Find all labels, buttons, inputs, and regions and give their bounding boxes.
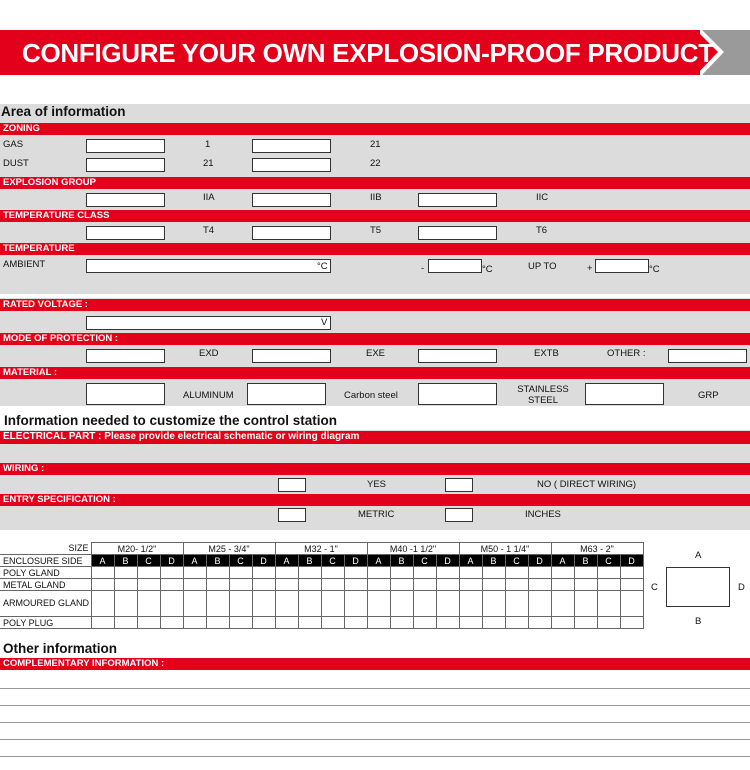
min-temp-input[interactable]: [428, 259, 482, 273]
gland-cell[interactable]: [459, 579, 482, 591]
protection-bar: MODE OF PROTECTION :: [0, 333, 750, 345]
material-grp-checkbox[interactable]: [585, 383, 664, 405]
gland-cell[interactable]: [574, 591, 597, 617]
gland-cell[interactable]: [229, 617, 252, 629]
page-title: CONFIGURE YOUR OWN EXPLOSION-PROOF PRODUCT: [22, 38, 714, 68]
gland-cell[interactable]: [137, 579, 160, 591]
gland-table: [0, 542, 644, 629]
group-opt-iib: IIB: [370, 192, 382, 203]
side-a-label: A: [695, 550, 702, 561]
gland-cell[interactable]: [206, 567, 229, 579]
gland-cell[interactable]: [459, 567, 482, 579]
gland-cell[interactable]: [114, 567, 137, 579]
gland-cell[interactable]: [620, 567, 643, 579]
gland-cell[interactable]: [597, 617, 620, 629]
gland-cell[interactable]: [321, 591, 344, 617]
section-title-control: Information needed to customize the control station: [4, 413, 338, 428]
gland-cell[interactable]: [413, 591, 436, 617]
enclosure-side-header: A: [459, 555, 482, 567]
gland-cell[interactable]: [321, 617, 344, 629]
gland-cell[interactable]: [298, 567, 321, 579]
enclosure-side-header: C: [413, 555, 436, 567]
protection-exd-checkbox[interactable]: [86, 349, 165, 363]
gland-cell[interactable]: [229, 579, 252, 591]
size-header: M40 -1 1/2": [367, 543, 459, 555]
gland-cell[interactable]: [275, 567, 298, 579]
gland-cell[interactable]: [252, 579, 275, 591]
gland-cell[interactable]: [436, 617, 459, 629]
enclosure-side-header: D: [528, 555, 551, 567]
gland-cell[interactable]: [321, 579, 344, 591]
gland-cell[interactable]: [160, 617, 183, 629]
gland-cell[interactable]: [344, 579, 367, 591]
enclosure-side-header: C: [137, 555, 160, 567]
gland-cell[interactable]: [413, 617, 436, 629]
enclosure-side-header: B: [390, 555, 413, 567]
class-opt-t5: T5: [370, 225, 382, 236]
gland-cell[interactable]: [252, 591, 275, 617]
enclosure-side-header: D: [344, 555, 367, 567]
enclosure-side-header: A: [551, 555, 574, 567]
gland-cell[interactable]: [505, 567, 528, 579]
gland-cell[interactable]: [482, 567, 505, 579]
gland-cell[interactable]: [252, 617, 275, 629]
gland-cell[interactable]: [436, 591, 459, 617]
enclosure-side-header: D: [436, 555, 459, 567]
gland-cell[interactable]: [574, 617, 597, 629]
gland-cell[interactable]: [505, 579, 528, 591]
gland-cell[interactable]: [298, 579, 321, 591]
gland-cell[interactable]: [620, 617, 643, 629]
gland-cell[interactable]: [528, 591, 551, 617]
enclosure-side-header: A: [183, 555, 206, 567]
max-temp-input[interactable]: [595, 259, 649, 273]
enclosure-side-header: B: [298, 555, 321, 567]
gas-opt-2: 21: [370, 139, 381, 150]
dust-zone22-checkbox[interactable]: [252, 158, 331, 172]
class-t6-checkbox[interactable]: [418, 226, 497, 240]
rated-voltage-bar: RATED VOLTAGE :: [0, 299, 750, 311]
size-header: M50 - 1 1/4": [459, 543, 551, 555]
gland-cell[interactable]: [344, 591, 367, 617]
enclosure-side-header: C: [321, 555, 344, 567]
row-label-poly-plug: POLY PLUG: [0, 617, 91, 629]
gland-cell[interactable]: [206, 579, 229, 591]
gland-cell[interactable]: [505, 617, 528, 629]
class-opt-t4: T4: [203, 225, 215, 236]
gland-cell[interactable]: [528, 579, 551, 591]
ambient-label: AMBIENT: [3, 259, 46, 270]
protection-opt-exe: EXE: [366, 348, 386, 359]
material-opt-stainless: STAINLESS: [517, 384, 569, 395]
max-sign: +: [587, 263, 593, 274]
gland-cell[interactable]: [114, 579, 137, 591]
class-opt-t6: T6: [536, 225, 548, 236]
protection-extb-checkbox[interactable]: [418, 349, 497, 363]
size-header: M32 - 1": [275, 543, 367, 555]
dust-opt-2: 22: [370, 158, 381, 169]
group-opt-iia: IIA: [203, 192, 215, 203]
gland-cell[interactable]: [344, 567, 367, 579]
protection-exe-checkbox[interactable]: [252, 349, 331, 363]
gland-cell[interactable]: [367, 567, 390, 579]
temperature-class-bar: TEMPERATURE CLASS: [0, 210, 750, 222]
row-label-poly-gland: POLY GLAND: [0, 567, 91, 579]
enclosure-side-header: A: [367, 555, 390, 567]
row-label-metal-gland: METAL GLAND: [0, 579, 91, 591]
gland-cell[interactable]: [551, 591, 574, 617]
protection-other-label: OTHER :: [607, 348, 646, 359]
entry-inches-label: INCHES: [525, 509, 561, 520]
gland-cell[interactable]: [137, 567, 160, 579]
enclosure-side-header: D: [620, 555, 643, 567]
gland-cell[interactable]: [321, 567, 344, 579]
side-c-label: C: [651, 582, 658, 593]
gland-cell[interactable]: [528, 567, 551, 579]
gland-cell[interactable]: [574, 579, 597, 591]
entry-metric-checkbox[interactable]: [278, 508, 306, 522]
gland-cell[interactable]: [252, 567, 275, 579]
gland-cell[interactable]: [91, 567, 114, 579]
enclosure-side-header: D: [160, 555, 183, 567]
material-bar: MATERIAL :: [0, 367, 750, 379]
gland-cell[interactable]: [459, 591, 482, 617]
section-title-area: Area of information: [1, 104, 126, 119]
dust-zone21-checkbox[interactable]: [86, 158, 165, 172]
enclosure-side-header: D: [252, 555, 275, 567]
entry-inches-checkbox[interactable]: [445, 508, 473, 522]
wiring-no-label: NO ( DIRECT WIRING): [537, 479, 637, 490]
protection-opt-exd: EXD: [199, 348, 219, 359]
gland-cell[interactable]: [528, 617, 551, 629]
gland-cell[interactable]: [91, 579, 114, 591]
gland-cell[interactable]: [597, 579, 620, 591]
side-b-label: B: [695, 616, 702, 627]
group-iib-checkbox[interactable]: [252, 193, 331, 207]
enclosure-side-header: C: [229, 555, 252, 567]
gland-cell[interactable]: [551, 617, 574, 629]
group-iia-checkbox[interactable]: [86, 193, 165, 207]
material-opt-aluminum: ALUMINUM: [183, 390, 234, 401]
enclosure-side-header: C: [505, 555, 528, 567]
electrical-bar: ELECTRICAL PART : Please provide electrical schematic or wiring diagram: [0, 431, 750, 444]
gland-cell[interactable]: [367, 617, 390, 629]
gland-cell[interactable]: [482, 579, 505, 591]
voltage-input[interactable]: [86, 316, 331, 330]
max-temp-unit: °C: [649, 264, 660, 275]
material-opt-steel: STEEL: [527, 395, 559, 406]
gland-cell[interactable]: [229, 567, 252, 579]
voltage-unit: V: [321, 317, 328, 328]
gland-cell[interactable]: [137, 617, 160, 629]
answer-line[interactable]: [0, 756, 750, 757]
gland-cell[interactable]: [344, 617, 367, 629]
gland-cell[interactable]: [160, 567, 183, 579]
material-aluminum-checkbox[interactable]: [86, 383, 165, 405]
gland-cell[interactable]: [390, 567, 413, 579]
gland-cell[interactable]: [183, 579, 206, 591]
gland-cell[interactable]: [137, 591, 160, 617]
dust-label: DUST: [3, 158, 29, 169]
enclosure-side-header: C: [597, 555, 620, 567]
enclosure-side-header: A: [91, 555, 114, 567]
explosion-group-bar: EXPLOSION GROUP: [0, 177, 750, 189]
enclosure-side-header: A: [275, 555, 298, 567]
material-carbon-checkbox[interactable]: [247, 383, 326, 405]
gas-zone1-checkbox[interactable]: [86, 139, 165, 153]
enclosure-side-header: B: [482, 555, 505, 567]
gland-cell[interactable]: [183, 617, 206, 629]
enclosure-side-header: B: [574, 555, 597, 567]
gland-cell[interactable]: [367, 591, 390, 617]
enclosure-side-header: B: [206, 555, 229, 567]
answer-line[interactable]: [0, 705, 750, 706]
gas-label: GAS: [3, 139, 24, 150]
gland-cell[interactable]: [183, 567, 206, 579]
gland-cell[interactable]: [620, 591, 643, 617]
temperature-bar: TEMPERATURE: [0, 243, 750, 255]
entry-metric-label: METRIC: [358, 509, 395, 520]
gland-cell[interactable]: [436, 579, 459, 591]
size-header: M20- 1/2": [91, 543, 183, 555]
gland-cell[interactable]: [275, 591, 298, 617]
gland-cell[interactable]: [413, 567, 436, 579]
size-header: M25 - 3/4": [183, 543, 275, 555]
wiring-no-checkbox[interactable]: [445, 478, 473, 492]
gland-cell[interactable]: [436, 567, 459, 579]
enclosure-side-label: ENCLOSURE SIDE: [0, 555, 91, 567]
gland-cell[interactable]: [574, 567, 597, 579]
side-d-label: D: [738, 582, 745, 593]
material-opt-carbon: Carbon steel: [344, 390, 398, 401]
complementary-bar: COMPLEMENTARY INFORMATION :: [0, 658, 750, 670]
class-t5-checkbox[interactable]: [252, 226, 331, 240]
gland-cell[interactable]: [597, 591, 620, 617]
gland-cell[interactable]: [459, 617, 482, 629]
gland-cell[interactable]: [505, 591, 528, 617]
min-temp-unit: °C: [482, 264, 493, 275]
gland-cell[interactable]: [390, 617, 413, 629]
gland-cell[interactable]: [551, 567, 574, 579]
gland-cell[interactable]: [206, 591, 229, 617]
gland-cell[interactable]: [275, 579, 298, 591]
row-label-armoured-gland: ARMOURED GLAND: [0, 591, 91, 617]
gland-cell[interactable]: [206, 617, 229, 629]
gland-cell[interactable]: [183, 591, 206, 617]
enclosure-side-header: B: [114, 555, 137, 567]
gas-zone21-checkbox[interactable]: [252, 139, 331, 153]
group-iic-checkbox[interactable]: [418, 193, 497, 207]
dust-opt-1: 21: [203, 158, 214, 169]
up-to-label: UP TO: [528, 261, 557, 272]
wiring-yes-label: YES: [367, 479, 387, 490]
size-header: M63 - 2": [551, 543, 643, 555]
gland-cell[interactable]: [390, 591, 413, 617]
protection-other-input[interactable]: [668, 349, 747, 363]
ambient-unit: °C: [317, 261, 328, 272]
wiring-bar: WIRING :: [0, 463, 750, 475]
material-opt-grp: GRP: [698, 390, 719, 401]
size-label: SIZE: [68, 543, 89, 554]
gas-opt-1: 1: [205, 139, 211, 150]
gland-cell[interactable]: [482, 591, 505, 617]
gland-cell[interactable]: [91, 617, 114, 629]
group-opt-iic: IIC: [536, 192, 549, 203]
gland-cell[interactable]: [298, 617, 321, 629]
gland-cell[interactable]: [597, 567, 620, 579]
gland-cell[interactable]: [114, 591, 137, 617]
answer-line[interactable]: [0, 688, 750, 689]
gland-cell[interactable]: [229, 591, 252, 617]
gland-cell[interactable]: [91, 591, 114, 617]
wiring-yes-checkbox[interactable]: [278, 478, 306, 492]
answer-line[interactable]: [0, 722, 750, 723]
answer-line[interactable]: [0, 739, 750, 740]
material-stainless-checkbox[interactable]: [418, 383, 497, 405]
enclosure-diagram: [666, 567, 730, 607]
gland-cell[interactable]: [367, 579, 390, 591]
class-t4-checkbox[interactable]: [86, 226, 165, 240]
gland-cell[interactable]: [482, 617, 505, 629]
entry-bar: ENTRY SPECIFICATION :: [0, 494, 750, 506]
section-title-other: Other information: [3, 641, 117, 656]
gland-cell[interactable]: [390, 579, 413, 591]
zoning-bar: ZONING: [0, 123, 750, 135]
gland-cell[interactable]: [620, 579, 643, 591]
protection-opt-extb: EXTB: [534, 348, 559, 359]
gland-cell[interactable]: [160, 591, 183, 617]
gland-cell[interactable]: [551, 579, 574, 591]
min-sign: -: [421, 263, 425, 274]
ambient-input[interactable]: [86, 259, 331, 273]
gland-cell[interactable]: [275, 617, 298, 629]
gland-cell[interactable]: [114, 617, 137, 629]
gland-cell[interactable]: [413, 579, 436, 591]
gland-cell[interactable]: [160, 579, 183, 591]
gland-cell[interactable]: [298, 591, 321, 617]
